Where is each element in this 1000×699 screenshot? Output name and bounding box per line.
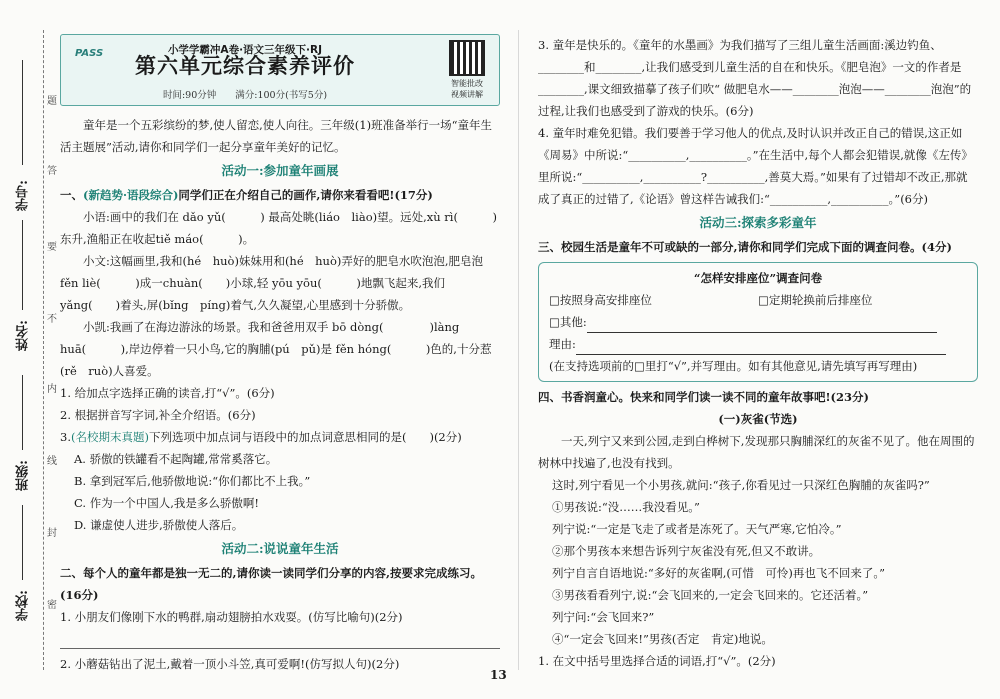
reading-dialog-line: 这时,列宁看见一个小男孩,就问:“孩子,你看见过一只深红色胸脯的灰雀吗?” (552, 478, 930, 492)
page-title: 第六单元综合素养评价 (135, 54, 355, 78)
reading-dialog-line: 列宁问:“会飞回来?” (552, 610, 655, 624)
brand-logo: PASS (75, 48, 104, 59)
survey-box (538, 262, 978, 382)
survey-options (549, 289, 967, 311)
reading-title: (一)灰雀(节选) (718, 412, 798, 426)
choice-option[interactable]: B. 拿到冠军后,他骄傲地说:“你们都比不上我。” (74, 474, 311, 488)
choice-option[interactable]: D. 谦虚使人进步,骄傲使人落后。 (74, 518, 244, 532)
question-heading: 一、(新趋势·语段综合)同学们正在介绍自己的画作,请你来看看吧!(17分) (60, 188, 433, 202)
seal-char: 不 (47, 314, 57, 325)
sub-question: 1. 给加点字选择正确的读音,打“√”。(6分) (60, 386, 275, 400)
qr-caption: 智能批改 视频讲解 (451, 79, 483, 99)
survey-option-checkbox[interactable]: □定期轮换前后排座位 (758, 293, 873, 307)
question-heading: 四、书香润童心。快来和同学们读一读不同的童年故事吧!(23分) (538, 390, 869, 404)
question-heading: 三、校园生活是童年不可或缺的一部分,请你和同学们完成下面的调查问卷。(4分) (538, 240, 952, 254)
class-line[interactable] (22, 375, 23, 450)
passage-paragraph[interactable]: 小文:这幅画里,我和(hé huò)妹妹用和(hé huò)弄好的肥皂水吹泡泡,肥皂泡 fěn liè( )成一chuàn( )小球,轻 yōu yōu( )地飘飞起来,我们 yǎng( )着头,屏(bǐng píng)着气,久久凝望,心里感到十分骄傲。 (60, 254, 484, 312)
student-id-label: 学号: (16, 180, 31, 211)
survey-note: (在支持选项前的□里打“√”,并写理由。如有其他意见,请先填写再写理由) (549, 359, 918, 373)
seal-char: 线 (47, 456, 57, 467)
sub-question: 1. 小朋友们像刚下水的鸭群,扇动翅膀拍水戏耍。(仿写比喻句)(2分) (60, 610, 403, 624)
seal-char: 内 (47, 384, 57, 395)
sub-question: 3.(名校期末真题)下列选项中加点词与语段中的加点词意思相同的是( )(2分) (60, 430, 462, 444)
reading-dialog-line: ③男孩看看列宁,说:“会飞回来的,一定会飞回来的。它还活着。” (552, 588, 869, 602)
title-banner (60, 34, 500, 106)
school-label: 学校: (16, 590, 31, 621)
reading-paragraph: 一天,列宁又来到公园,走到白桦树下,发现那只胸脯深红的灰雀不见了。他在周围的树林中找遍了,也没有找到。 (538, 434, 975, 470)
sub-question: 1. 在文中括号里选择合适的词语,打“√”。(2分) (538, 654, 776, 668)
question-tag: (名校期末真题) (70, 430, 149, 444)
reading-dialog-line: ②那个男孩本来想告诉列宁灰雀没有死,但又不敢讲。 (552, 544, 821, 558)
seal-line (43, 30, 44, 670)
name-line[interactable] (22, 220, 23, 310)
activity-heading: 活动一:参加童年画展 (221, 163, 339, 178)
exam-meta: 时间:90分钟 满分:100分(书写5分) (162, 90, 328, 101)
column-divider (518, 30, 519, 670)
answer-line[interactable] (60, 628, 500, 649)
survey-other-checkbox[interactable]: □其他: (549, 315, 587, 329)
choice-option[interactable]: A. 骄傲的铁罐看不起陶罐,常常奚落它。 (74, 452, 278, 466)
sub-question[interactable]: 4. 童年时难免犯错。我们要善于学习他人的优点,及时认识并改正自己的错误,这正如《周易》中所说:“__________,__________。”在生活中,每个人都会犯错误,就像《左传》里所说:“__________,__________?__________,善莫大焉。”如果有了过错却不改正,那就成了真正的过错了,《论语》曾这样告诫我们:“__________,__________。”(6分) (538, 126, 973, 206)
seal-char: 密 (47, 600, 57, 611)
reading-dialog-line: 列宁说:“一定是飞走了或者是冻死了。天气严寒,它怕冷。” (552, 522, 842, 536)
left-column (60, 34, 500, 674)
sub-question: 2. 根据拼音写字词,补全介绍语。(6分) (60, 408, 256, 422)
class-label: 班级: (16, 460, 31, 491)
series-title: 小学学霸冲A卷·语文三年级下·RJ (167, 44, 323, 56)
qr-code-icon[interactable] (449, 40, 485, 76)
page-number: 13 (490, 668, 507, 682)
sub-question[interactable]: 3. 童年是快乐的。《童年的水墨画》为我们描写了三组儿童生活画面:溪边钓鱼、________和________,让我们感受到儿童生活的自在和快乐。《肥皂泡》一文的作者是________,课文细致描摹了孩子们吹“ 做肥皂水——________泡泡——________泡泡”的过程,让我们也感受到了游戏的快乐。(6分) (538, 38, 972, 118)
reading-dialog-line: ①男孩说:“没……我没看见。” (552, 500, 700, 514)
name-label: 姓名: (16, 320, 31, 351)
sub-question: 2. 小蘑菇钻出了泥土,戴着一顶小斗笠,真可爱啊!(仿写拟人句)(2分) (60, 657, 400, 671)
activity-heading: 活动三:探索多彩童年 (699, 215, 817, 230)
reading-dialog-line[interactable]: ④“一定会飞回来!”男孩(否定 肯定)地说。 (552, 632, 773, 646)
binding-margin (0, 0, 58, 699)
right-column (538, 34, 978, 674)
question-heading: 二、每个人的童年都是独一无二的,请你读一读同学们分享的内容,按要求完成练习。(16分) (60, 566, 483, 602)
passage-paragraph[interactable]: 小语:画中的我们在 dǎo yǔ( ) 最高处眺(liáo liào)望。远处,xù rì( )东升,渔船正在收起tiě máo( )。 (60, 210, 497, 246)
survey-reason-label: 理由: (549, 337, 576, 351)
seal-char: 题 (47, 96, 57, 107)
school-line[interactable] (22, 505, 23, 580)
intro-paragraph: 童年是一个五彩缤纷的梦,使人留恋,使人向往。三年级(1)班准备举行一场“童年生活主题展”活动,请你和同学们一起分享童年美好的记忆。 (60, 118, 492, 154)
activity-heading: 活动二:说说童年生活 (221, 541, 339, 556)
survey-other-row (549, 311, 967, 333)
seal-char: 要 (47, 242, 57, 253)
survey-reason-row (549, 333, 967, 355)
reading-dialog-line[interactable]: 列宁自言自语地说:“多好的灰雀啊,(可惜 可怜)再也飞不回来了。” (552, 566, 886, 580)
seal-char: 封 (47, 528, 57, 539)
passage-paragraph[interactable]: 小凯:我画了在海边游泳的场景。我和爸爸用双手 bō dòng( )làng huā( ),岸边停着一只小鸟,它的胸脯(pú pǔ)是 fěn hóng( )色的,十分惹(rě ruò)人喜爱。 (60, 320, 492, 378)
choice-option[interactable]: C. 作为一个中国人,我是多么骄傲啊! (74, 496, 259, 510)
seal-char: 答 (47, 166, 57, 177)
question-tag: (新趋势·语段综合) (83, 188, 179, 202)
student-id-line[interactable] (22, 60, 23, 165)
survey-option-checkbox[interactable]: □按照身高安排座位 (549, 293, 652, 307)
survey-title: “怎样安排座位”调查问卷 (693, 271, 823, 285)
